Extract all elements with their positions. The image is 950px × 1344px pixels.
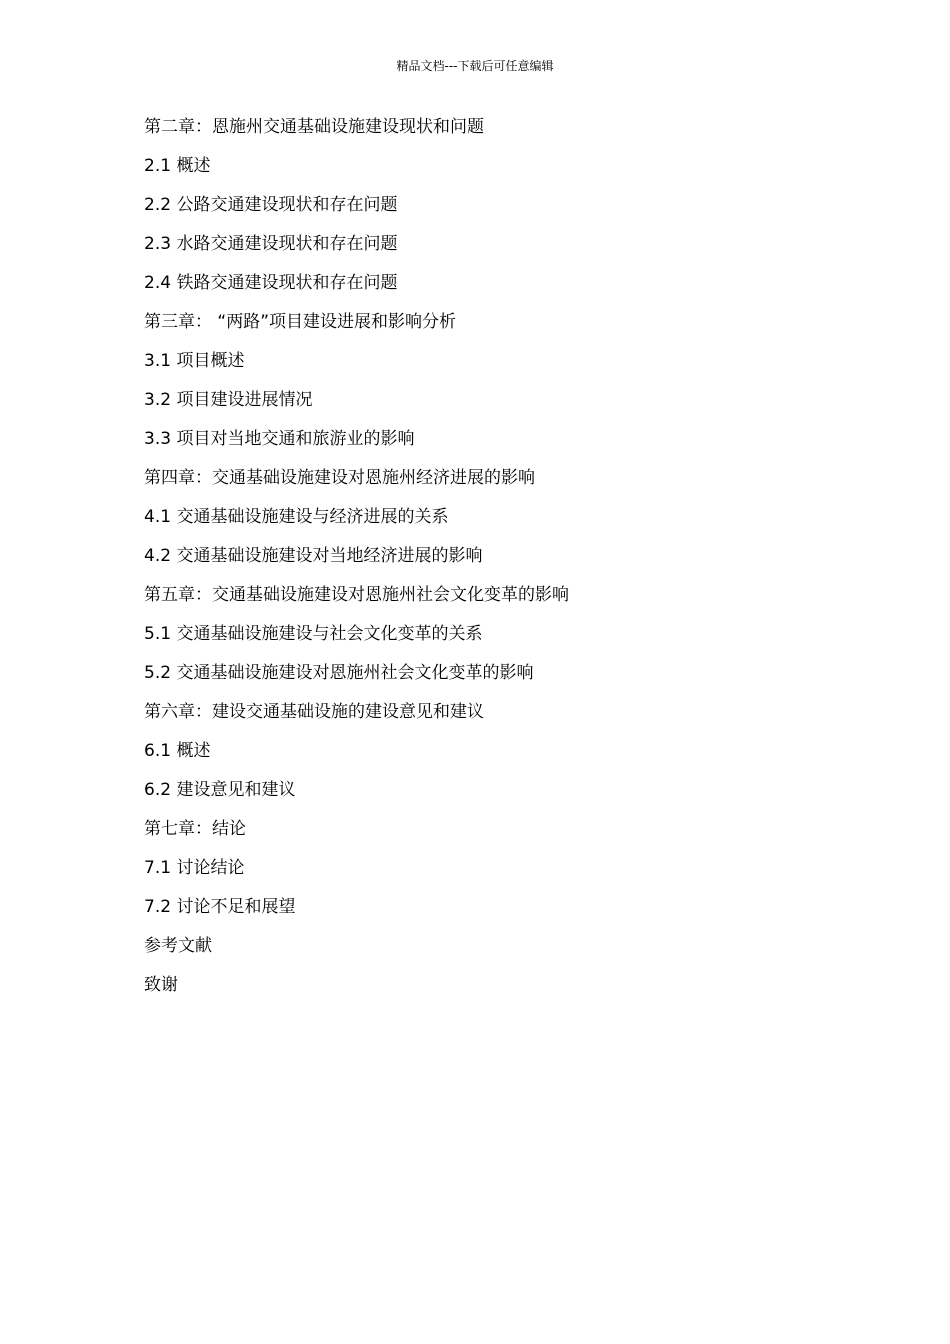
toc-entry-7-2: 7.2 讨论不足和展望 (144, 897, 296, 917)
table-of-contents (144, 115, 844, 1012)
toc-entry-2-4: 2.4 铁路交通建设现状和存在问题 (144, 273, 398, 293)
toc-entry-chapter-6: 第六章：建设交通基础设施的建设意见和建议 (144, 702, 484, 722)
toc-entry-chapter-7: 第七章：结论 (144, 819, 246, 839)
toc-entry-3-1: 3.1 项目概述 (144, 351, 245, 371)
toc-entry-4-2: 4.2 交通基础设施建设对当地经济进展的影响 (144, 546, 483, 566)
toc-entry-5-2: 5.2 交通基础设施建设对恩施州社会文化变革的影响 (144, 663, 534, 683)
toc-entry-2-3: 2.3 水路交通建设现状和存在问题 (144, 234, 398, 254)
toc-entry-references: 参考文献 (144, 936, 212, 956)
toc-entry-chapter-5: 第五章：交通基础设施建设对恩施州社会文化变革的影响 (144, 585, 569, 605)
toc-entry-7-1: 7.1 讨论结论 (144, 858, 245, 878)
toc-entry-2-2: 2.2 公路交通建设现状和存在问题 (144, 195, 398, 215)
toc-entry-6-2: 6.2 建设意见和建议 (144, 780, 296, 800)
toc-entry-3-3: 3.3 项目对当地交通和旅游业的影响 (144, 429, 415, 449)
toc-entry-2-1: 2.1 概述 (144, 156, 211, 176)
toc-entry-6-1: 6.1 概述 (144, 741, 211, 761)
toc-entry-3-2: 3.2 项目建设进展情况 (144, 390, 313, 410)
page-header: 精品文档---下载后可任意编辑 (396, 59, 554, 73)
toc-entry-chapter-3: 第三章： “两路”项目建设进展和影响分析 (144, 312, 457, 332)
toc-entry-chapter-4: 第四章：交通基础设施建设对恩施州经济进展的影响 (144, 468, 535, 488)
toc-entry-chapter-2: 第二章：恩施州交通基础设施建设现状和问题 (144, 117, 484, 137)
toc-entry-4-1: 4.1 交通基础设施建设与经济进展的关系 (144, 507, 449, 527)
toc-entry-acknowledgements: 致谢 (144, 975, 178, 995)
toc-entry-5-1: 5.1 交通基础设施建设与社会文化变革的关系 (144, 624, 483, 644)
